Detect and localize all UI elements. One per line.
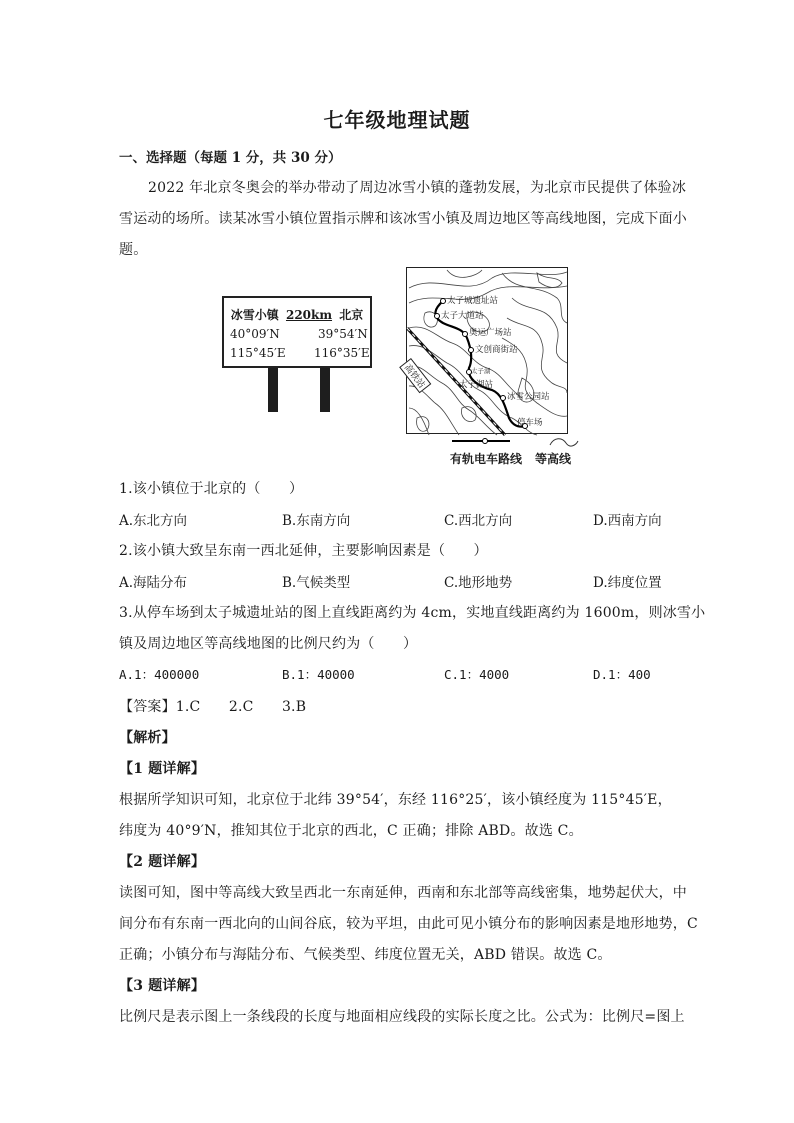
question-1-stem: 1.该小镇位于北京的（ ）: [119, 481, 304, 497]
question-3-stem-1: 3.从停车场到太子城遗址站的图上直线距离约为 4cm，实地直线距离约为 1600m，则冰雪小: [119, 605, 706, 621]
station-2-label: 太子大道站: [441, 311, 484, 321]
station-6-label: 冰雪公园站: [507, 392, 550, 402]
sign-town-name: 冰雪小镇: [230, 308, 279, 322]
map-legend-symbols: [452, 435, 582, 451]
sign-beijing: 北京: [339, 308, 364, 322]
detail-2-line-2: 间分布有东南一西北向的山间谷底，较为平坦，由此可见小镇分布的影响因素是地形地势，C: [119, 916, 698, 932]
question-3-stem-2: 镇及周边地区等高线地图的比例尺约为（ ）: [119, 636, 418, 652]
q3-option-d: D.1：400: [593, 667, 651, 682]
q3-option-a: A.1：400000: [119, 667, 200, 682]
detail-3-heading: 【3 题详解】: [119, 978, 206, 994]
location-sign: [222, 296, 372, 368]
q1-option-a: A.东北方向: [119, 513, 188, 529]
detail-2-line-3: 正确；小镇分布与海陆分布、气候类型、纬度位置无关，ABD 错误。故选 C。: [119, 947, 612, 963]
section-heading: 一、选择题（每题 1 分，共 30 分）: [119, 150, 342, 166]
detail-1-line-1: 根据所学知识可知，北京位于北纬 39°54′，东经 116°25′，该小镇经度为 115°45′E，: [119, 792, 672, 808]
sign-beijing-lat: 39°54′N: [318, 327, 368, 341]
detail-3-line-1: 比例尺是表示图上一条线段的长度与地面相应线段的实际长度之比。公式为：比例尺=图上: [119, 1009, 685, 1025]
railway-station-label: 高铁站: [399, 358, 431, 393]
q2-option-b: B.气候类型: [282, 575, 351, 591]
detail-1-line-2: 纬度为 40°9′N，推知其位于北京的西北，C 正确；排除 ABD。故选 C。: [119, 823, 583, 839]
q1-option-d: D.西南方向: [593, 513, 662, 529]
detail-2-heading: 【2 题详解】: [119, 854, 206, 870]
intro-line-2: 雪运动的场所。读某冰雪小镇位置指示牌和该冰雪小镇及周边地区等高线地图，完成下面小: [119, 211, 687, 227]
sign-beijing-lon: 116°35′E: [314, 346, 370, 360]
sign-distance: 220km: [285, 308, 333, 322]
q2-option-a: A.海陆分布: [119, 575, 188, 591]
q3-option-c: C.1：4000: [444, 667, 510, 682]
intro-line-1: 2022 年北京冬奥会的举办带动了周边冰雪小镇的蓬勃发展，为北京市民提供了体验冰: [148, 180, 687, 196]
contour-map: [401, 267, 568, 434]
q3-option-b: B.1：40000: [282, 667, 355, 682]
q1-option-b: B.东南方向: [282, 513, 351, 529]
detail-2-line-1: 读图可知，图中等高线大致呈西北一东南延伸，西南和东北部等高线密集，地势起伏大，中: [119, 885, 687, 901]
page-title: 七年级地理试题: [323, 108, 471, 132]
station-5-label: 太子湖站: [459, 380, 494, 390]
detail-1-heading: 【1 题详解】: [119, 761, 206, 777]
station-7-label: 停车场: [517, 418, 543, 428]
sign-post-right: [320, 368, 330, 412]
q1-option-c: C.西北方向: [444, 513, 513, 529]
sign-post-left: [268, 368, 278, 412]
station-3-label: 奥运广场站: [469, 328, 512, 338]
legend-tram-label: 有轨电车路线: [450, 452, 523, 466]
analysis-heading: 【解析】: [119, 730, 176, 746]
station-1-label: 太子城遗址站: [447, 296, 499, 306]
legend-contour-label: 等高线: [535, 452, 572, 466]
intro-line-3: 题。: [119, 242, 148, 258]
sign-town-lat: 40°09′N: [230, 327, 280, 341]
q2-option-c: C.地形地势: [444, 575, 513, 591]
question-2-stem: 2.该小镇大致呈东南一西北延伸，主要影响因素是（ ）: [119, 543, 488, 559]
answer-line: 【答案】1.C 2.C 3.B: [119, 699, 307, 715]
station-4-label: 文创商街站: [475, 345, 518, 355]
lake-label: 太子湖: [471, 367, 491, 375]
sign-town-lon: 115°45′E: [230, 346, 286, 360]
q2-option-d: D.纬度位置: [593, 575, 662, 591]
